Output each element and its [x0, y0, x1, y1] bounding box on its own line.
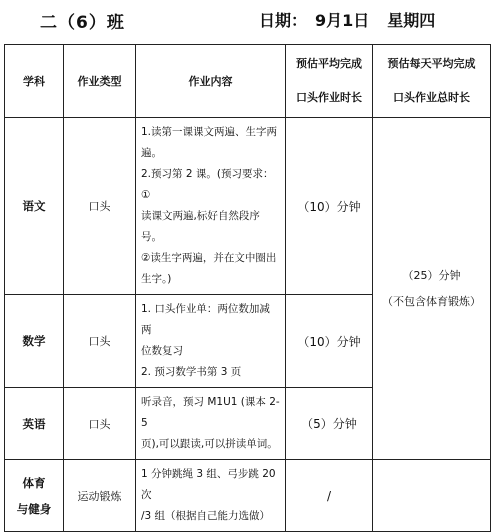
col-total-line2: 口头作业总时长 — [393, 91, 470, 104]
content-line: 1.读第一课课文两遍、生字两 — [141, 126, 278, 138]
content-line: 页),可以跟读,可以拼读单词。 — [141, 438, 278, 450]
content-line: 听录音，预习 M1U1 (课本 2-5 — [141, 396, 280, 429]
col-content: 作业内容 — [136, 45, 286, 118]
content-cell — [136, 460, 286, 532]
table-header-row — [5, 45, 491, 118]
duration-cell: （10）分钟 — [286, 295, 373, 388]
type-cell: 运动锻炼 — [64, 460, 136, 532]
content-line: ②读生字两遍，并在文中圈出 — [141, 252, 277, 264]
page-header — [0, 0, 500, 44]
content-line: 读课文两遍,标好自然段序号。 — [141, 210, 260, 243]
type-cell: 口头 — [64, 295, 136, 388]
col-est-line2: 口头作业时长 — [296, 91, 362, 104]
content-line: 生字。) — [141, 273, 172, 285]
date-label: 日期： — [259, 11, 308, 30]
date-line — [259, 8, 435, 31]
content-line: /3 组（根据自己能力选做） — [141, 510, 271, 522]
subject-cell: 语文 — [5, 118, 64, 295]
subject-cell: 数学 — [5, 295, 64, 388]
subject-cell: 英语 — [5, 388, 64, 460]
content-line: 遍。 — [141, 147, 162, 159]
col-type: 作业类型 — [64, 45, 136, 118]
col-est-line1: 预估平均完成 — [296, 57, 362, 70]
total-duration: （25）分钟 — [402, 268, 461, 282]
date-value: 9月1日 — [315, 11, 370, 30]
type-cell: 口头 — [64, 118, 136, 295]
col-estimated-duration — [286, 45, 373, 118]
duration-cell: （10）分钟 — [286, 118, 373, 295]
col-total-duration — [373, 45, 491, 118]
total-duration-cell — [373, 118, 491, 460]
homework-table — [4, 44, 491, 532]
subject-cell — [5, 460, 64, 532]
content-cell — [136, 118, 286, 295]
duration-cell: （5）分钟 — [286, 388, 373, 460]
weekday: 星期四 — [387, 11, 436, 30]
type-cell: 口头 — [64, 388, 136, 460]
col-subject: 学科 — [5, 45, 64, 118]
table-row — [5, 460, 491, 532]
content-line: 位数复习 — [141, 345, 183, 357]
col-total-line1: 预估每天平均完成 — [387, 57, 476, 70]
content-line: 1. 口头作业单：两位数加减两 — [141, 303, 270, 336]
subject-line2: 与健身 — [16, 501, 52, 516]
content-line: 2.预习第 2 课。(预习要求：① — [141, 168, 274, 201]
empty-cell — [373, 460, 491, 532]
content-line: 2. 预习数学书第 3 页 — [141, 366, 242, 378]
content-cell — [136, 295, 286, 388]
subject-line1: 体育 — [22, 475, 46, 490]
class-name: 二（6）班 — [40, 13, 125, 33]
duration-cell: / — [286, 460, 373, 532]
content-cell — [136, 388, 286, 460]
table-row — [5, 118, 491, 295]
total-note: （不包含体育锻炼） — [382, 294, 481, 308]
content-line: 1 分钟跳绳 3 组、弓步跳 20 次 — [141, 468, 276, 501]
